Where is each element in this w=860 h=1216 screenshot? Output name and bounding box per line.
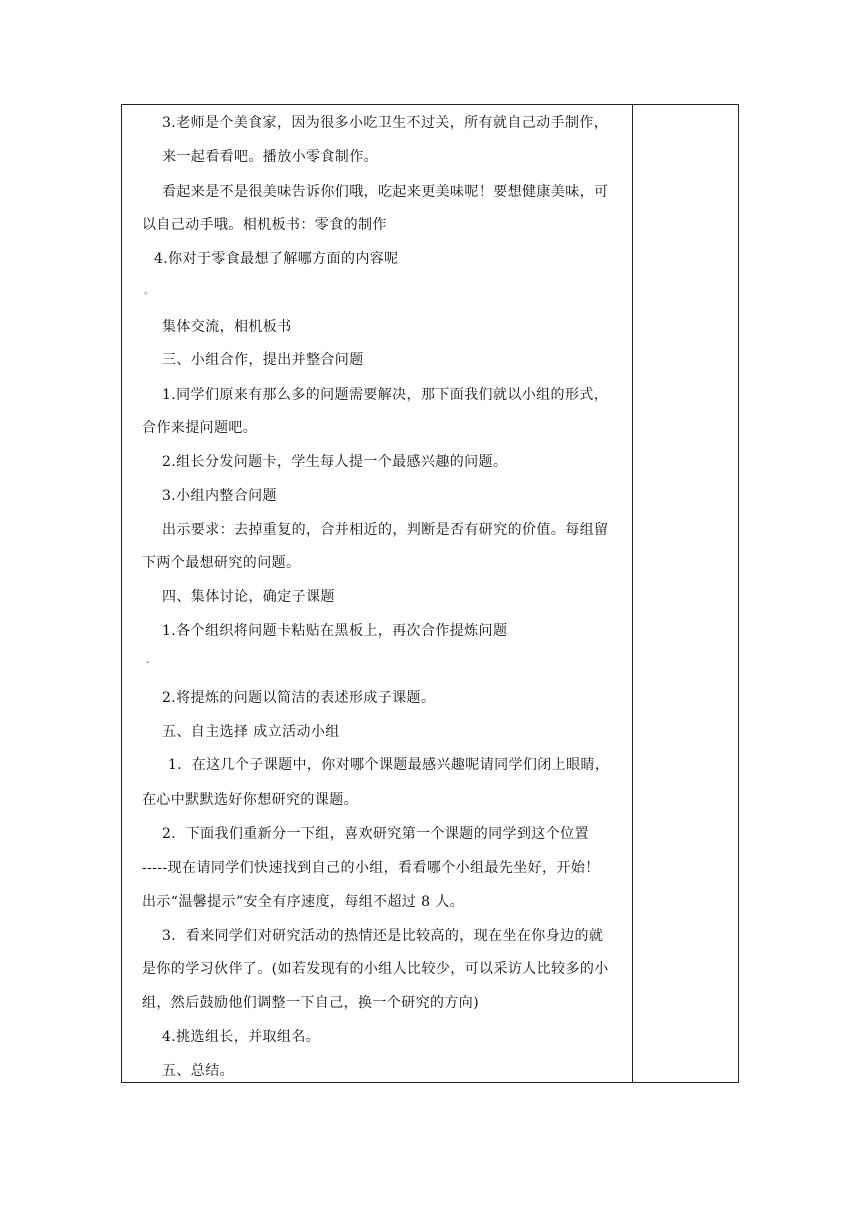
stray-mark: - xyxy=(146,657,150,668)
lesson-content xyxy=(122,105,632,1082)
paragraph-line: 2.组长分发问题卡，学生每人提一个最感兴趣的问题。 xyxy=(162,454,508,470)
paragraph-line: 在心中默默选好你想研究的课题。 xyxy=(142,792,358,808)
paragraph-line: 以自己动手哦。相机板书：零食的制作 xyxy=(142,217,387,233)
paragraph-line: 4.挑选组长，并取组名。 xyxy=(162,1029,321,1045)
paragraph-line: 是你的学习伙伴了。(如若发现有的小组人比较少，可以采访人比较多的小 xyxy=(142,961,609,977)
paragraph-line: 集体交流，相机板书 xyxy=(162,319,292,335)
paragraph-line: 组，然后鼓励他们调整一下自己，换一个研究的方向) xyxy=(142,995,480,1011)
paragraph-line: 下两个最想研究的问题。 xyxy=(142,555,301,571)
section-heading: 五、自主选择 成立活动小组 xyxy=(162,724,340,740)
paragraph-line: 2．下面我们重新分一下组，喜欢研究第一个课题的同学到这个位置 xyxy=(162,826,589,842)
paragraph-line: 出示要求：去掉重复的，合并相近的，判断是否有研究的价值。每组留 xyxy=(162,522,609,538)
paragraph-line: -----现在请同学们快速找到自己的小组，看看哪个小组最先坐好，开始！ xyxy=(142,860,600,876)
paragraph-line: 来一起看看吧。播放小零食制作。 xyxy=(162,149,378,165)
paragraph-line: 合作来提问题吧。 xyxy=(142,420,258,436)
paragraph-line: 1.各个组织将问题卡粘贴在黑板上，再次合作提炼问题 xyxy=(162,623,508,639)
paragraph-line: 2.将提炼的问题以简洁的表述形成子课题。 xyxy=(162,690,436,706)
paragraph-line: 1．在这几个子课题中，你对哪个课题最感兴趣呢请同学们闭上眼睛， xyxy=(168,757,610,773)
paragraph-line: 1.同学们原来有那么多的问题需要解决，那下面我们就以小组的形式， xyxy=(162,387,609,403)
section-heading: 五、总结。 xyxy=(162,1063,234,1079)
paragraph-line: 4.你对于零食最想了解哪方面的内容呢 xyxy=(154,251,399,267)
lesson-content-cell xyxy=(122,105,633,1083)
stray-mark: 。 xyxy=(144,286,155,297)
paragraph-line: 出示“温馨提示”安全有序速度，每组不超过 8 人。 xyxy=(142,894,465,910)
notes-cell xyxy=(633,105,739,1083)
paragraph-line: 看起来是不是很美味告诉你们哦，吃起来更美味呢！要想健康美味，可 xyxy=(162,184,609,200)
section-heading: 四、集体讨论，确定子课题 xyxy=(162,589,335,605)
paragraph-line: 3.小组内整合问题 xyxy=(162,488,277,504)
table-row xyxy=(122,105,739,1083)
paragraph-line: 3.老师是个美食家，因为很多小吃卫生不过关，所有就自己动手制作， xyxy=(162,115,609,131)
lesson-table xyxy=(121,104,739,1083)
section-heading: 三、小组合作，提出并整合问题 xyxy=(162,352,364,368)
paragraph-line: 3．看来同学们对研究活动的热情还是比较高的，现在坐在你身边的就 xyxy=(162,928,604,944)
